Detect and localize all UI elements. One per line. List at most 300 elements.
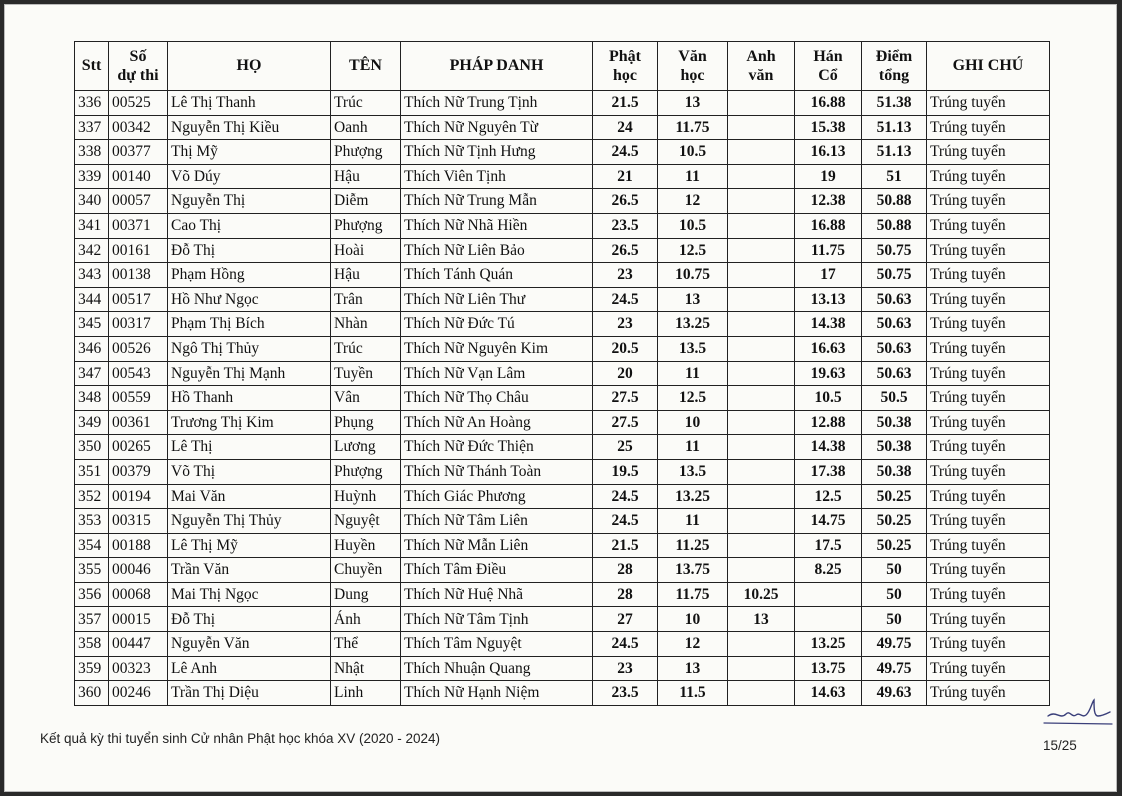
row-han-co: 12.38	[795, 189, 862, 214]
row-phat-hoc: 23	[593, 656, 658, 681]
row-han-co: 13.75	[795, 656, 862, 681]
row-ten: Phượng	[331, 213, 401, 238]
page-number: 15/25	[1043, 738, 1077, 753]
row-diem-tong: 50.63	[862, 287, 927, 312]
header-ghi-chu: GHI CHÚ	[927, 42, 1050, 91]
row-phap-danh: Thích Nhuận Quang	[401, 656, 593, 681]
table-row	[75, 189, 1050, 214]
row-ho: Nguyễn Thị Thủy	[168, 509, 331, 534]
row-ghi-chu: Trúng tuyển	[927, 681, 1050, 706]
row-phap-danh: Thích Nữ Nguyên Từ	[401, 115, 593, 140]
row-van-hoc: 11.75	[658, 582, 728, 607]
row-diem-tong: 50.5	[862, 386, 927, 411]
row-anh-van	[728, 681, 795, 706]
row-anh-van	[728, 459, 795, 484]
row-stt: 347	[75, 361, 109, 386]
row-van-hoc: 12.5	[658, 238, 728, 263]
table-row	[75, 656, 1050, 681]
header-phat-hoc: Phật học	[593, 42, 658, 91]
row-ho: Trương Thị Kim	[168, 410, 331, 435]
row-ho: Trần Văn	[168, 558, 331, 583]
row-stt: 360	[75, 681, 109, 706]
row-han-co: 14.38	[795, 312, 862, 337]
row-phat-hoc: 26.5	[593, 189, 658, 214]
row-ghi-chu: Trúng tuyển	[927, 361, 1050, 386]
row-van-hoc: 13.5	[658, 336, 728, 361]
row-stt: 350	[75, 435, 109, 460]
row-sbd: 00265	[109, 435, 168, 460]
row-stt: 355	[75, 558, 109, 583]
row-ho: Đỗ Thị	[168, 607, 331, 632]
row-sbd: 00525	[109, 91, 168, 116]
row-anh-van	[728, 263, 795, 288]
row-phap-danh: Thích Nữ Tâm Liên	[401, 509, 593, 534]
row-phat-hoc: 26.5	[593, 238, 658, 263]
row-phat-hoc: 27	[593, 607, 658, 632]
row-ten: Trân	[331, 287, 401, 312]
row-sbd: 00194	[109, 484, 168, 509]
row-han-co: 11.75	[795, 238, 862, 263]
row-han-co: 16.88	[795, 91, 862, 116]
row-anh-van	[728, 632, 795, 657]
row-ho: Đỗ Thị	[168, 238, 331, 263]
row-han-co: 14.75	[795, 509, 862, 534]
row-anh-van	[728, 361, 795, 386]
row-ho: Nguyễn Văn	[168, 632, 331, 657]
row-van-hoc: 10	[658, 607, 728, 632]
row-phap-danh: Thích Nữ Thọ Châu	[401, 386, 593, 411]
row-sbd: 00379	[109, 459, 168, 484]
row-ten: Nguyệt	[331, 509, 401, 534]
row-sbd: 00526	[109, 336, 168, 361]
row-van-hoc: 13.25	[658, 312, 728, 337]
row-han-co: 15.38	[795, 115, 862, 140]
row-ten: Huyền	[331, 533, 401, 558]
row-phat-hoc: 23	[593, 263, 658, 288]
row-sbd: 00543	[109, 361, 168, 386]
row-phap-danh: Thích Nữ Thánh Toàn	[401, 459, 593, 484]
row-sbd: 00015	[109, 607, 168, 632]
row-phat-hoc: 24.5	[593, 484, 658, 509]
row-han-co: 16.63	[795, 336, 862, 361]
row-han-co: 19.63	[795, 361, 862, 386]
row-stt: 351	[75, 459, 109, 484]
row-han-co: 16.88	[795, 213, 862, 238]
row-anh-van	[728, 336, 795, 361]
row-ten: Dung	[331, 582, 401, 607]
row-anh-van	[728, 656, 795, 681]
row-ghi-chu: Trúng tuyển	[927, 91, 1050, 116]
row-ten: Trúc	[331, 91, 401, 116]
row-diem-tong: 50.75	[862, 238, 927, 263]
row-stt: 348	[75, 386, 109, 411]
row-anh-van	[728, 558, 795, 583]
row-han-co	[795, 607, 862, 632]
row-phap-danh: Thích Giác Phương	[401, 484, 593, 509]
row-diem-tong: 51	[862, 164, 927, 189]
row-ho: Mai Thị Ngọc	[168, 582, 331, 607]
row-stt: 359	[75, 656, 109, 681]
row-ten: Nhật	[331, 656, 401, 681]
row-ghi-chu: Trúng tuyển	[927, 164, 1050, 189]
row-van-hoc: 11	[658, 164, 728, 189]
row-diem-tong: 49.75	[862, 632, 927, 657]
row-ghi-chu: Trúng tuyển	[927, 509, 1050, 534]
row-stt: 354	[75, 533, 109, 558]
row-ten: Tuyền	[331, 361, 401, 386]
row-sbd: 00068	[109, 582, 168, 607]
row-diem-tong: 50	[862, 582, 927, 607]
row-phat-hoc: 20	[593, 361, 658, 386]
row-phat-hoc: 23.5	[593, 213, 658, 238]
row-anh-van	[728, 533, 795, 558]
table-row	[75, 632, 1050, 657]
row-diem-tong: 49.75	[862, 656, 927, 681]
row-van-hoc: 13	[658, 287, 728, 312]
row-stt: 344	[75, 287, 109, 312]
row-stt: 343	[75, 263, 109, 288]
row-phat-hoc: 24.5	[593, 287, 658, 312]
row-ho: Hồ Như Ngọc	[168, 287, 331, 312]
row-diem-tong: 50.38	[862, 459, 927, 484]
header-stt: Stt	[75, 42, 109, 91]
table-row	[75, 435, 1050, 460]
row-sbd: 00371	[109, 213, 168, 238]
row-anh-van	[728, 435, 795, 460]
row-ghi-chu: Trúng tuyển	[927, 263, 1050, 288]
row-ghi-chu: Trúng tuyển	[927, 238, 1050, 263]
row-phat-hoc: 28	[593, 558, 658, 583]
row-ho: Võ Dúy	[168, 164, 331, 189]
row-ho: Ngô Thị Thủy	[168, 336, 331, 361]
header-row	[75, 42, 1050, 91]
row-ten: Phụng	[331, 410, 401, 435]
row-han-co: 17	[795, 263, 862, 288]
table-row	[75, 263, 1050, 288]
table-row	[75, 91, 1050, 116]
row-phat-hoc: 21	[593, 164, 658, 189]
row-phap-danh: Thích Nữ Nhã Hiền	[401, 213, 593, 238]
row-phap-danh: Thích Nữ Liên Thư	[401, 287, 593, 312]
row-han-co: 16.13	[795, 140, 862, 165]
table-row	[75, 484, 1050, 509]
row-han-co: 14.63	[795, 681, 862, 706]
row-stt: 357	[75, 607, 109, 632]
row-anh-van	[728, 410, 795, 435]
row-diem-tong: 50	[862, 607, 927, 632]
results-table	[74, 41, 1050, 706]
footer-title: Kết quả kỳ thi tuyển sinh Cử nhân Phật học khóa XV (2020 - 2024)	[40, 731, 441, 746]
row-phat-hoc: 24.5	[593, 632, 658, 657]
row-han-co: 13.25	[795, 632, 862, 657]
row-phat-hoc: 23.5	[593, 681, 658, 706]
table-row	[75, 287, 1050, 312]
row-anh-van	[728, 386, 795, 411]
row-diem-tong: 50.25	[862, 484, 927, 509]
row-phat-hoc: 21.5	[593, 91, 658, 116]
row-ghi-chu: Trúng tuyển	[927, 558, 1050, 583]
row-stt: 345	[75, 312, 109, 337]
row-han-co: 17.5	[795, 533, 862, 558]
row-phat-hoc: 20.5	[593, 336, 658, 361]
row-ghi-chu: Trúng tuyển	[927, 435, 1050, 460]
row-stt: 356	[75, 582, 109, 607]
row-van-hoc: 10.5	[658, 140, 728, 165]
row-ten: Huỳnh	[331, 484, 401, 509]
row-anh-van	[728, 140, 795, 165]
row-diem-tong: 50.88	[862, 213, 927, 238]
row-sbd: 00361	[109, 410, 168, 435]
row-ho: Võ Thị	[168, 459, 331, 484]
row-han-co	[795, 582, 862, 607]
row-ghi-chu: Trúng tuyển	[927, 336, 1050, 361]
table-row	[75, 312, 1050, 337]
row-phat-hoc: 19.5	[593, 459, 658, 484]
row-diem-tong: 50.63	[862, 312, 927, 337]
row-sbd: 00140	[109, 164, 168, 189]
row-phap-danh: Thích Nữ Hạnh Niệm	[401, 681, 593, 706]
row-han-co: 14.38	[795, 435, 862, 460]
header-anh-van: Anh văn	[728, 42, 795, 91]
row-ghi-chu: Trúng tuyển	[927, 656, 1050, 681]
table-row	[75, 681, 1050, 706]
row-phat-hoc: 21.5	[593, 533, 658, 558]
row-ten: Chuyền	[331, 558, 401, 583]
row-stt: 358	[75, 632, 109, 657]
row-sbd: 00377	[109, 140, 168, 165]
row-sbd: 00138	[109, 263, 168, 288]
table-row	[75, 459, 1050, 484]
row-diem-tong: 51.13	[862, 140, 927, 165]
row-phap-danh: Thích Nữ Mẫn Liên	[401, 533, 593, 558]
row-phap-danh: Thích Nữ Đức Thiện	[401, 435, 593, 460]
row-ho: Nguyễn Thị Mạnh	[168, 361, 331, 386]
row-ghi-chu: Trúng tuyển	[927, 213, 1050, 238]
row-stt: 346	[75, 336, 109, 361]
row-stt: 349	[75, 410, 109, 435]
row-diem-tong: 51.13	[862, 115, 927, 140]
table-row	[75, 213, 1050, 238]
row-anh-van: 10.25	[728, 582, 795, 607]
row-van-hoc: 13.75	[658, 558, 728, 583]
row-phap-danh: Thích Nữ Nguyên Kim	[401, 336, 593, 361]
row-phap-danh: Thích Nữ Vạn Lâm	[401, 361, 593, 386]
header-sbd: Số dự thi	[109, 42, 168, 91]
row-diem-tong: 50.63	[862, 336, 927, 361]
row-sbd: 00188	[109, 533, 168, 558]
row-ho: Lê Thị	[168, 435, 331, 460]
row-van-hoc: 11	[658, 435, 728, 460]
row-phat-hoc: 28	[593, 582, 658, 607]
row-anh-van	[728, 213, 795, 238]
row-stt: 339	[75, 164, 109, 189]
row-diem-tong: 50.75	[862, 263, 927, 288]
row-ten: Linh	[331, 681, 401, 706]
row-stt: 337	[75, 115, 109, 140]
row-ten: Hậu	[331, 263, 401, 288]
row-ho: Lê Thị Thanh	[168, 91, 331, 116]
row-diem-tong: 50.88	[862, 189, 927, 214]
row-ho: Hồ Thanh	[168, 386, 331, 411]
row-ten: Ánh	[331, 607, 401, 632]
row-ten: Oanh	[331, 115, 401, 140]
row-ho: Nguyễn Thị	[168, 189, 331, 214]
row-ten: Nhàn	[331, 312, 401, 337]
row-sbd: 00057	[109, 189, 168, 214]
row-phap-danh: Thích Nữ Huệ Nhã	[401, 582, 593, 607]
row-ghi-chu: Trúng tuyển	[927, 484, 1050, 509]
row-anh-van	[728, 91, 795, 116]
row-ten: Phượng	[331, 140, 401, 165]
row-van-hoc: 13	[658, 656, 728, 681]
row-ten: Trúc	[331, 336, 401, 361]
row-van-hoc: 12	[658, 189, 728, 214]
row-van-hoc: 13.25	[658, 484, 728, 509]
row-phat-hoc: 24	[593, 115, 658, 140]
row-stt: 336	[75, 91, 109, 116]
row-phap-danh: Thích Nữ Trung Mẫn	[401, 189, 593, 214]
table-row	[75, 558, 1050, 583]
row-ho: Phạm Hồng	[168, 263, 331, 288]
row-han-co: 12.5	[795, 484, 862, 509]
row-van-hoc: 10.75	[658, 263, 728, 288]
header-han-co: Hán Cổ	[795, 42, 862, 91]
row-stt: 342	[75, 238, 109, 263]
row-anh-van	[728, 164, 795, 189]
row-van-hoc: 11	[658, 361, 728, 386]
row-han-co: 10.5	[795, 386, 862, 411]
row-van-hoc: 11	[658, 509, 728, 534]
row-ho: Lê Thị Mỹ	[168, 533, 331, 558]
row-ghi-chu: Trúng tuyển	[927, 312, 1050, 337]
row-phat-hoc: 27.5	[593, 410, 658, 435]
row-sbd: 00161	[109, 238, 168, 263]
row-ho: Lê Anh	[168, 656, 331, 681]
row-phap-danh: Thích Nữ Trung Tịnh	[401, 91, 593, 116]
row-han-co: 13.13	[795, 287, 862, 312]
header-diem-tong: Điểm tổng	[862, 42, 927, 91]
row-diem-tong: 51.38	[862, 91, 927, 116]
header-ten: TÊN	[331, 42, 401, 91]
row-ten: Thể	[331, 632, 401, 657]
row-han-co: 17.38	[795, 459, 862, 484]
row-van-hoc: 11.75	[658, 115, 728, 140]
row-anh-van	[728, 189, 795, 214]
row-van-hoc: 13.5	[658, 459, 728, 484]
table-row	[75, 361, 1050, 386]
row-ho: Phạm Thị Bích	[168, 312, 331, 337]
row-van-hoc: 12	[658, 632, 728, 657]
row-sbd: 00559	[109, 386, 168, 411]
row-sbd: 00046	[109, 558, 168, 583]
table-row	[75, 115, 1050, 140]
row-phat-hoc: 27.5	[593, 386, 658, 411]
table-row	[75, 336, 1050, 361]
row-ten: Vân	[331, 386, 401, 411]
row-phap-danh: Thích Tâm Điều	[401, 558, 593, 583]
table-row	[75, 164, 1050, 189]
row-ho: Cao Thị	[168, 213, 331, 238]
row-sbd: 00246	[109, 681, 168, 706]
row-sbd: 00317	[109, 312, 168, 337]
row-sbd: 00315	[109, 509, 168, 534]
row-van-hoc: 13	[658, 91, 728, 116]
row-diem-tong: 49.63	[862, 681, 927, 706]
row-ten: Lương	[331, 435, 401, 460]
row-ghi-chu: Trúng tuyển	[927, 189, 1050, 214]
row-ghi-chu: Trúng tuyển	[927, 632, 1050, 657]
row-ten: Diễm	[331, 189, 401, 214]
table-row	[75, 607, 1050, 632]
row-han-co: 12.88	[795, 410, 862, 435]
row-stt: 340	[75, 189, 109, 214]
row-phap-danh: Thích Nữ Tịnh Hưng	[401, 140, 593, 165]
row-diem-tong: 50.63	[862, 361, 927, 386]
header-phap-danh: PHÁP DANH	[401, 42, 593, 91]
row-ghi-chu: Trúng tuyển	[927, 582, 1050, 607]
row-stt: 352	[75, 484, 109, 509]
row-van-hoc: 10	[658, 410, 728, 435]
table-row	[75, 509, 1050, 534]
row-ho: Trần Thị Diệu	[168, 681, 331, 706]
row-phap-danh: Thích Tánh Quán	[401, 263, 593, 288]
row-ghi-chu: Trúng tuyển	[927, 410, 1050, 435]
row-phap-danh: Thích Nữ An Hoàng	[401, 410, 593, 435]
row-ho: Mai Văn	[168, 484, 331, 509]
row-anh-van	[728, 509, 795, 534]
row-stt: 341	[75, 213, 109, 238]
row-diem-tong: 50.25	[862, 533, 927, 558]
row-diem-tong: 50.25	[862, 509, 927, 534]
document-page	[4, 4, 1117, 792]
row-sbd: 00517	[109, 287, 168, 312]
header-van-hoc: Văn học	[658, 42, 728, 91]
row-anh-van	[728, 115, 795, 140]
table-row	[75, 238, 1050, 263]
row-phap-danh: Thích Nữ Đức Tú	[401, 312, 593, 337]
row-diem-tong: 50.38	[862, 435, 927, 460]
row-van-hoc: 11.25	[658, 533, 728, 558]
table-row	[75, 533, 1050, 558]
row-ten: Hoài	[331, 238, 401, 263]
row-ghi-chu: Trúng tuyển	[927, 115, 1050, 140]
row-ghi-chu: Trúng tuyển	[927, 287, 1050, 312]
row-phat-hoc: 25	[593, 435, 658, 460]
signature	[1042, 694, 1114, 730]
row-van-hoc: 12.5	[658, 386, 728, 411]
header-ho: HỌ	[168, 42, 331, 91]
row-anh-van	[728, 238, 795, 263]
row-phap-danh: Thích Nữ Tâm Tịnh	[401, 607, 593, 632]
row-ghi-chu: Trúng tuyển	[927, 533, 1050, 558]
row-diem-tong: 50	[862, 558, 927, 583]
row-stt: 338	[75, 140, 109, 165]
row-sbd: 00323	[109, 656, 168, 681]
table-row	[75, 410, 1050, 435]
row-phap-danh: Thích Nữ Liên Bảo	[401, 238, 593, 263]
row-van-hoc: 10.5	[658, 213, 728, 238]
row-ghi-chu: Trúng tuyển	[927, 140, 1050, 165]
row-phat-hoc: 24.5	[593, 509, 658, 534]
row-stt: 353	[75, 509, 109, 534]
row-phat-hoc: 23	[593, 312, 658, 337]
row-van-hoc: 11.5	[658, 681, 728, 706]
row-han-co: 19	[795, 164, 862, 189]
row-ho: Nguyễn Thị Kiều	[168, 115, 331, 140]
row-anh-van: 13	[728, 607, 795, 632]
row-ho: Thị Mỹ	[168, 140, 331, 165]
row-ten: Hậu	[331, 164, 401, 189]
